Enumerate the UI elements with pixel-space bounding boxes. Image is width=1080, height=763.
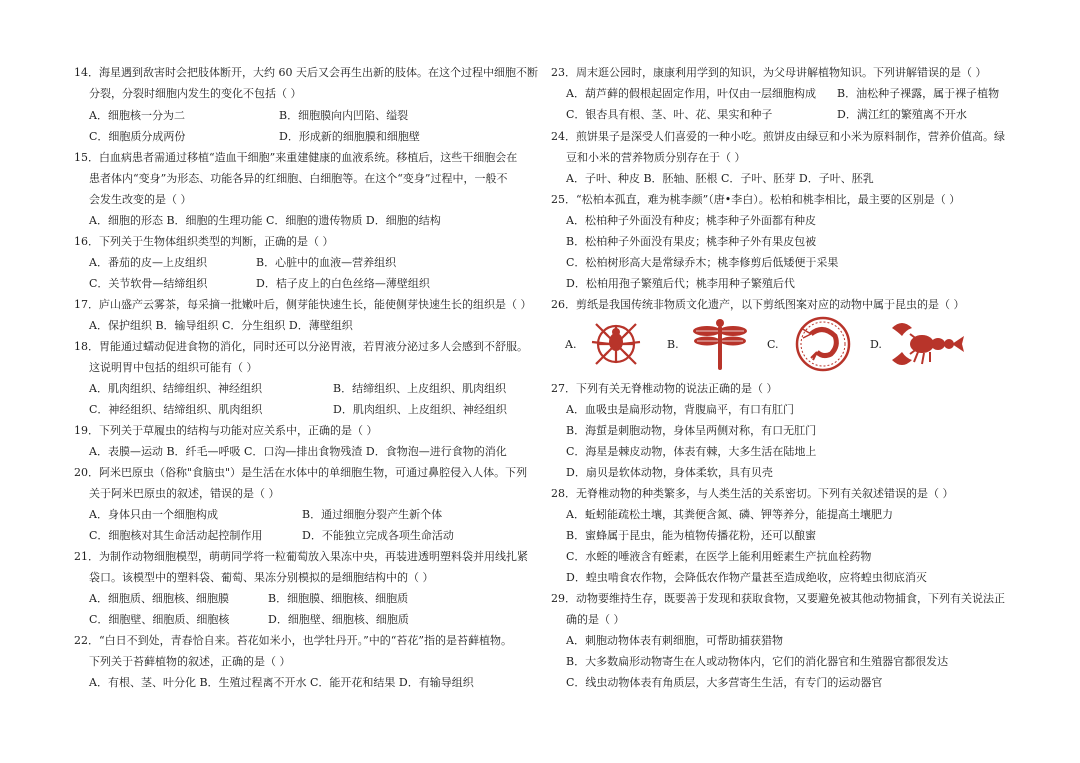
- shrimp-papercut-icon: [793, 314, 853, 374]
- right-text-line: C．松柏树形高大是常绿乔木；桃李修剪后低矮便于采果: [566, 256, 839, 269]
- left-text-line: 17．庐山盛产云雾茶，每采摘一批嫩叶后，侧芽能快速生长，能使侧芽快速生长的组织是（ ）: [74, 298, 532, 311]
- right-text-line: B．大多数扁形动物寄生在人或动物体内，它们的消化器官和生殖器官都很发达: [566, 655, 949, 668]
- left-text-line: A．肌肉组织、结缔组织、神经组织: [89, 382, 262, 395]
- right-text-line: D．满江红的繁殖离不开水: [837, 108, 967, 121]
- left-text-line: D．细胞壁、细胞核、细胞质: [268, 613, 409, 626]
- right-text-line: A．血吸虫是扁形动物，背腹扁平，有口有肛门: [566, 403, 794, 416]
- left-text-line: 分裂，分裂时细胞内发生的变化不包括（ ）: [89, 87, 302, 100]
- right-text-line: B．油松种子裸露，属于裸子植物: [837, 87, 1000, 100]
- left-text-line: B．结缔组织、上皮组织、肌肉组织: [333, 382, 507, 395]
- right-text-line: 29．动物要维持生存，既要善于发现和获取食物，又要避免被其他动物捕食，下列有关说法正: [551, 592, 1005, 605]
- left-text-line: D．不能独立完成各项生命活动: [302, 529, 454, 542]
- dragonfly-papercut-icon: [690, 314, 750, 374]
- left-text-line: C．细胞质分成两份: [89, 130, 186, 143]
- q26-label-a: A.: [565, 338, 577, 351]
- left-text-line: B．通过细胞分裂产生新个体: [302, 508, 443, 521]
- left-text-line: D．桔子皮上的白色丝络—薄壁组织: [256, 277, 430, 290]
- right-text-line: D．松柏用孢子繁殖后代；桃李用种子繁殖后代: [566, 277, 795, 290]
- left-text-line: 关于阿米巴原虫的叙述，错误的是（ ）: [89, 487, 280, 500]
- left-text-line: A．有根、茎、叶分化 B．生殖过程离不开水 C．能开花和结果 D．有输导组织: [89, 676, 474, 689]
- left-text-line: 20．阿米巴原虫（俗称"食脑虫"）是生活在水体中的单细胞生物，可通过鼻腔侵入人体。下列: [74, 466, 528, 479]
- left-text-line: 19．下列关于草履虫的结构与功能对应关系中，正确的是（ ）: [74, 424, 378, 437]
- left-text-line: A．细胞的形态 B．细胞的生理功能 C．细胞的遗传物质 D．细胞的结构: [89, 214, 441, 227]
- right-text-line: A．子叶、种皮 B．胚轴、胚根 C．子叶、胚芽 D．子叶、胚乳: [566, 172, 874, 185]
- left-text-line: 袋口。该模型中的塑料袋、葡萄、果冻分别模拟的是细胞结构中的（ ）: [89, 571, 434, 584]
- left-text-line: A．细胞质、细胞核、细胞膜: [89, 592, 229, 605]
- right-text-line: 27．下列有关无脊椎动物的说法正确的是（ ）: [551, 382, 778, 395]
- right-text-line: C．海星是棘皮动物，体表有棘，大多生活在陆地上: [566, 445, 817, 458]
- right-text-line: 28．无脊椎动物的种类繁多，与人类生活的关系密切。下列有关叙述错误的是（ ）: [551, 487, 954, 500]
- lobster-papercut-icon: [888, 314, 968, 374]
- q26-label-d: D.: [870, 338, 882, 351]
- right-text-line: 25．“松柏本孤直，难为桃李颜”（唐•李白）。松柏和桃李相比，最主要的区别是（ ）: [551, 193, 961, 206]
- right-text-line: D．蝗虫啃食农作物，会降低农作物产量甚至造成绝收，应将蝗虫彻底消灭: [566, 571, 927, 584]
- left-text-line: A．身体只由一个细胞构成: [89, 508, 218, 521]
- spider-papercut-icon: [586, 314, 646, 374]
- right-text-line: A．葫芦藓的假根起固定作用，叶仅由一层细胞构成: [566, 87, 816, 100]
- left-text-line: 下列关于苔藓植物的叙述，正确的是（ ）: [89, 655, 291, 668]
- left-text-line: A．表膜—运动 B．纤毛—呼吸 C．口沟—排出食物残渣 D．食物泡—进行食物的消化: [89, 445, 507, 458]
- right-text-line: 豆和小米的营养物质分别存在于（ ）: [566, 151, 746, 164]
- right-text-line: 确的是（ ）: [566, 613, 625, 626]
- left-text-line: 14．海星遇到敌害时会把肢体断开，大约 60 天后又会再生出新的肢体。在这个过程中细胞不断: [74, 66, 538, 79]
- right-text-line: 26．剪纸是我国传统非物质文化遗产，以下剪纸图案对应的动物中属于昆虫的是（ ）: [551, 298, 965, 311]
- right-text-line: B．松柏种子外面没有果皮；桃李种子外有果皮包被: [566, 235, 817, 248]
- q26-label-c: C.: [767, 338, 779, 351]
- right-text-line: 24．煎饼果子是深受人们喜爱的一种小吃。煎饼皮由绿豆和小米为原料制作，营养价值高。绿: [551, 130, 1005, 143]
- left-text-line: C．神经组织、结缔组织、肌肉组织: [89, 403, 263, 416]
- left-text-line: 16．下列关于生物体组织类型的判断，正确的是（ ）: [74, 235, 334, 248]
- left-text-line: C．关节软骨—结缔组织: [89, 277, 208, 290]
- left-text-line: A．细胞核一分为二: [89, 109, 185, 122]
- right-text-line: C．水蛭的唾液含有蛭素，在医学上能利用蛭素生产抗血栓药物: [566, 550, 872, 563]
- left-text-line: D．形成新的细胞膜和细胞壁: [279, 130, 420, 143]
- left-text-line: 这说明胃中包括的组织可能有（ ）: [89, 361, 258, 374]
- left-text-line: C．细胞核对其生命活动起控制作用: [89, 529, 263, 542]
- left-text-line: D．肌肉组织、上皮组织、神经组织: [333, 403, 507, 416]
- left-text-line: B．细胞膜向内凹陷、缢裂: [279, 109, 409, 122]
- right-text-line: 23．周末逛公园时，康康利用学到的知识，为父母讲解植物知识。下列讲解错误的是（ ）: [551, 66, 987, 79]
- left-text-line: 18．胃能通过蠕动促进食物的消化，同时还可以分泌胃液，若胃液分泌过多人会感到不舒服。: [74, 340, 528, 353]
- right-text-line: A．蚯蚓能疏松土壤，其粪便含氮、磷、钾等养分，能提高土壤肥力: [566, 508, 893, 521]
- left-text-line: 21．为制作动物细胞模型，萌萌同学将一粒葡萄放入果冻中央，再装进透明塑料袋并用线扎紧: [74, 550, 528, 563]
- right-text-line: A．刺胞动物体表有刺细胞，可帮助捕获猎物: [566, 634, 783, 647]
- q26-label-b: B.: [667, 338, 679, 351]
- right-text-line: B．蜜蜂属于昆虫，能为植物传播花粉，还可以酿蜜: [566, 529, 817, 542]
- right-text-line: C．银杏具有根、茎、叶、花、果实和种子: [566, 108, 773, 121]
- right-text-line: D．扇贝是软体动物，身体柔软，具有贝壳: [566, 466, 773, 479]
- left-text-line: A．番茄的皮—上皮组织: [89, 256, 207, 269]
- left-text-line: 患者体内“变身”为形态、功能各异的红细胞、白细胞等。在这个“变身”过程中，一般不: [89, 172, 508, 185]
- right-text-line: A．松柏种子外面没有种皮；桃李种子外面都有种皮: [566, 214, 816, 227]
- left-text-line: A．保护组织 B．输导组织 C．分生组织 D．薄壁组织: [89, 319, 353, 332]
- left-text-line: B．细胞膜、细胞核、细胞质: [268, 592, 409, 605]
- left-text-line: 22．“白日不到处，青春恰自来。苔花如米小，也学牡丹开。”中的“苔花”指的是苔藓植物。: [74, 634, 512, 647]
- left-text-line: C．细胞壁、细胞质、细胞核: [89, 613, 230, 626]
- right-text-line: B．海蜇是刺胞动物，身体呈两侧对称，有口无肛门: [566, 424, 817, 437]
- left-text-line: 15．白血病患者需通过移植“造血干细胞”来重建健康的血液系统。移植后，这些干细胞会在: [74, 151, 518, 164]
- right-text-line: C．线虫动物体表有角质层，大多营寄生生活，有专门的运动器官: [566, 676, 883, 689]
- left-text-line: 会发生改变的是（ ）: [89, 193, 192, 206]
- left-text-line: B．心脏中的血液—营养组织: [256, 256, 397, 269]
